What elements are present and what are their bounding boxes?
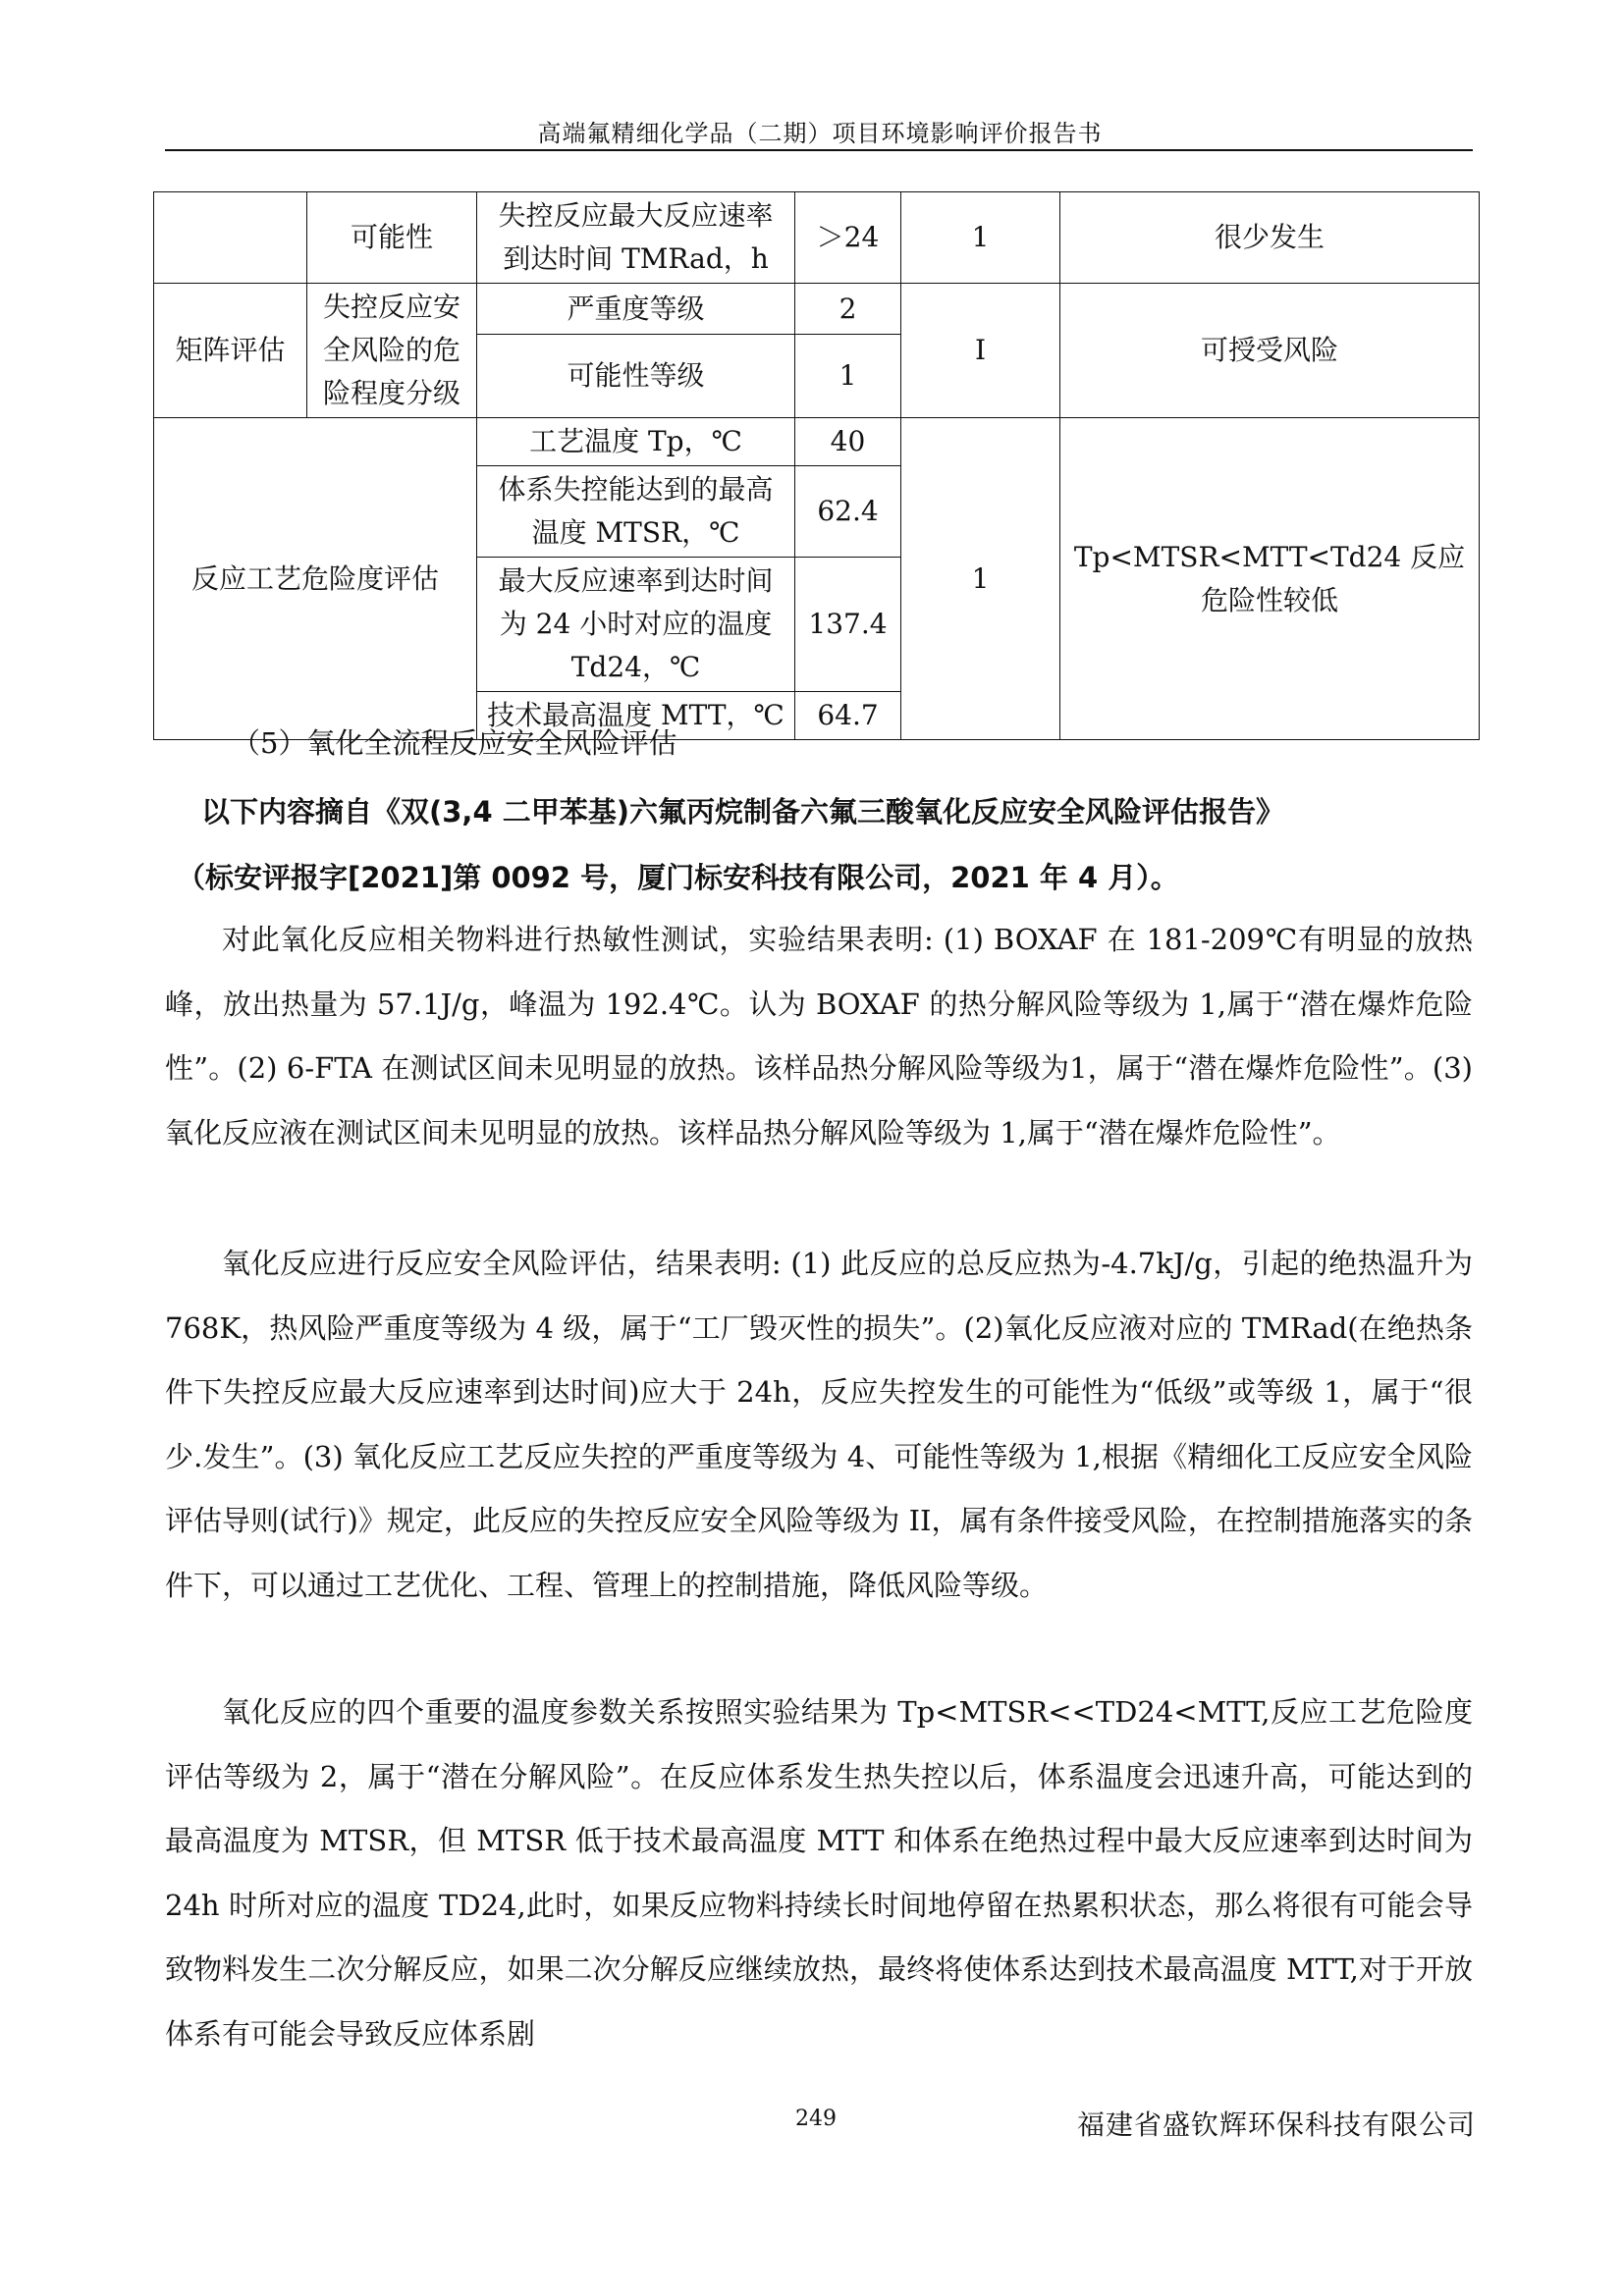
- table-cell: Tp<MTSR<MTT<Td24 反应危险性较低: [1060, 418, 1480, 740]
- table-cell: 失控反应安全风险的危险程度分级: [307, 284, 477, 418]
- table-cell: ＞24: [795, 192, 901, 284]
- section-heading: （5）氧化全流程反应安全风险评估: [232, 726, 677, 760]
- table-cell: 体系失控能达到的最高温度 MTSR，℃: [477, 466, 795, 558]
- header-rule: [165, 149, 1473, 151]
- table-cell: 1: [795, 335, 901, 418]
- table-cell: 矩阵评估: [154, 284, 307, 418]
- table-cell: 2: [795, 284, 901, 335]
- table-cell: 1: [901, 418, 1060, 740]
- table-cell: 可能性等级: [477, 335, 795, 418]
- paragraph: 氧化反应的四个重要的温度参数关系按照实验结果为 Tp<MTSR<<TD24<MTT,反应工艺危险度评估等级为 2，属于“潜在分解风险”。在反应体系发生热失控以后，体系温度会迅速升高，可能达到的最高温度为 MTSR，但 MTSR 低于技术最高温度 MTT 和体系在绝热过程中最大反应速率到达时间为 24h 时所对应的温度 TD24,此时，如果反应物料持续长时间地停留在热累积状态，那么将很有可能会导致物料发生二次分解反应，如果二次分解反应继续放热，最终将使体系达到技术最高温度 MTT,对于开放体系有可能会导致反应体系剧: [165, 1695, 1473, 2051]
- page-number: 249: [795, 2107, 837, 2131]
- header-title: 高端氟精细化学品（二期）项目环境影响评价报告书: [537, 120, 1103, 147]
- table-cell: 137.4: [795, 558, 901, 692]
- table-row: [154, 418, 1480, 466]
- table-cell: 64.7: [795, 692, 901, 740]
- table-cell: 技术最高温度 MTT，℃: [477, 692, 795, 740]
- excerpt-citation-line: （标安评报字[2021]第 0092 号，厦门标安科技有限公司，2021 年 4 月）。: [177, 861, 1179, 894]
- table-cell: 1: [901, 192, 1060, 284]
- table-cell: 可能性: [307, 192, 477, 284]
- table-cell: 可授受风险: [1060, 284, 1480, 418]
- excerpt-source-line: 以下内容摘自《双(3,4 二甲苯基)六氟丙烷制备六氟三酸氧化反应安全风险评估报告》: [201, 795, 1284, 828]
- table-cell: 很少发生: [1060, 192, 1480, 284]
- footer-company: 福建省盛钦辉环保科技有限公司: [1076, 2109, 1476, 2141]
- table-cell: 严重度等级: [477, 284, 795, 335]
- paragraph: 氧化反应进行反应安全风险评估，结果表明: (1) 此反应的总反应热为-4.7kJ/g，引起的绝热温升为 768K，热风险严重度等级为 4 级，属于“工厂毁灭性的损失”。(2)氧化反应液对应的 TMRad(在绝热条件下失控反应最大反应速率到达时间)应大于 24h，反应失控发生的可能性为“低级”或等级 1，属于“很少.发生”。(3) 氧化反应工艺反应失控的严重度等级为 4、可能性等级为 1,根据《精细化工反应安全风险评估导则(试行)》规定，此反应的失控反应安全风险等级为 II，属有条件接受风险，在控制措施落实的条件下，可以通过工艺优化、工程、管理上的控制措施，降低风险等级。: [165, 1247, 1473, 1602]
- table-cell: 62.4: [795, 466, 901, 558]
- table-cell: 反应工艺危险度评估: [154, 418, 477, 740]
- table-row: [154, 192, 1480, 284]
- table-cell: 40: [795, 418, 901, 466]
- table-cell: [154, 192, 307, 284]
- table-cell: 失控反应最大反应速率到达时间 TMRad，h: [477, 192, 795, 284]
- table-cell: 工艺温度 Tp，℃: [477, 418, 795, 466]
- risk-assessment-table: [153, 191, 1480, 740]
- table-row: [154, 284, 1480, 335]
- table-cell: 最大反应速率到达时间为 24 小时对应的温度 Td24，℃: [477, 558, 795, 692]
- paragraph: 对此氧化反应相关物料进行热敏性测试，实验结果表明: (1) BOXAF 在 181-209℃有明显的放热峰，放出热量为 57.1J/g，峰温为 192.4℃。认为 BOXAF 的热分解风险等级为 1,属于“潜在爆炸危险性”。(2) 6-FTA 在测试区间未见明显的放热。该样品热分解风险等级为1，属于“潜在爆炸危险性”。(3) 氧化反应液在测试区间未见明显的放热。该样品热分解风险等级为 1,属于“潜在爆炸危险性”。: [165, 923, 1473, 1149]
- table-cell: I: [901, 284, 1060, 418]
